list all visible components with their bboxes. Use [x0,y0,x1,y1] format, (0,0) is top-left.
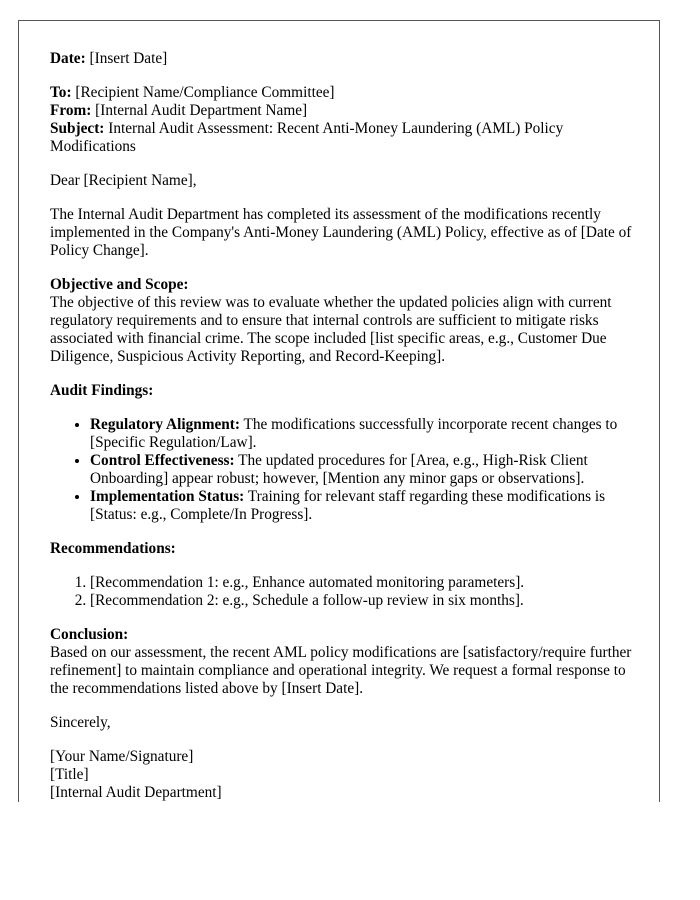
findings-list [50,416,640,524]
list-item [90,452,640,488]
conclusion-text: Based on our assessment, the recent AML policy modifications are [satisfactory/require further refinement] to maintain compliance and operational integrity. We request a formal response to the recommendations listed above by [Insert Date]. [50,644,632,697]
letter-page [18,20,660,802]
list-item: 2. [Recommendation 2: e.g., Schedule a follow-up review in six months]. [90,592,640,610]
list-item [90,416,640,452]
subject-value: Internal Audit Assessment: Recent Anti-Money Laundering (AML) Policy Modifications [50,120,564,155]
finding-text: The updated procedures for [Area, e.g., High-Risk Client Onboarding] appear robust; however, [Mention any minor gaps or observations]. [90,452,588,487]
date-label: Date: [50,50,86,67]
recommendations-list [50,574,640,610]
finding-text: The modifications successfully incorporate recent changes to [Specific Regulation/Law]. [90,416,618,451]
letter-content [50,50,640,802]
objective-text: The objective of this review was to evaluate whether the updated policies align with current regulatory requirements and to ensure that internal controls are sufficient to mitigate risks associated with financial crime. The scope included [list specific areas, e.g., Customer Due Diligence, Suspicious Activity Reporting, and Record-Keeping]. [50,294,612,365]
list-item [90,488,640,524]
signature-department: [Internal Audit Department] [50,784,222,801]
from-label: From: [50,102,92,119]
to-label: To: [50,84,72,101]
finding-label: Regulatory Alignment: [90,416,240,433]
list-item: 1. [Recommendation 1: e.g., Enhance automated monitoring parameters]. [90,574,640,592]
signature-name: [Your Name/Signature] [50,748,194,765]
recommendations-title: Recommendations: [50,540,176,557]
objective-section [50,276,640,366]
finding-label: Control Effectiveness: [90,452,235,469]
closing: Sincerely, [50,714,111,731]
salutation: Dear [Recipient Name], [50,172,197,189]
conclusion-section [50,626,640,698]
to-value: [Recipient Name/Compliance Committee] [75,84,335,101]
from-line [50,102,640,120]
subject-label: Subject: [50,120,105,137]
conclusion-title: Conclusion: [50,626,129,643]
to-line [50,84,640,102]
intro-paragraph: The Internal Audit Department has completed its assessment of the modifications recently implemented in the Company's Anti-Money Laundering (AML) Policy, effective as of [Date of Policy Change]. [50,206,632,259]
finding-text: Training for relevant staff regarding these modifications is [Status: e.g., Complete/In Progress]. [90,488,606,523]
objective-title: Objective and Scope: [50,276,189,293]
from-value: [Internal Audit Department Name] [95,102,308,119]
date-line [50,50,640,68]
date-value: [Insert Date] [89,50,168,67]
finding-label: Implementation Status: [90,488,245,505]
signature-title: [Title] [50,766,89,783]
findings-title: Audit Findings: [50,382,154,399]
subject-line [50,120,640,156]
